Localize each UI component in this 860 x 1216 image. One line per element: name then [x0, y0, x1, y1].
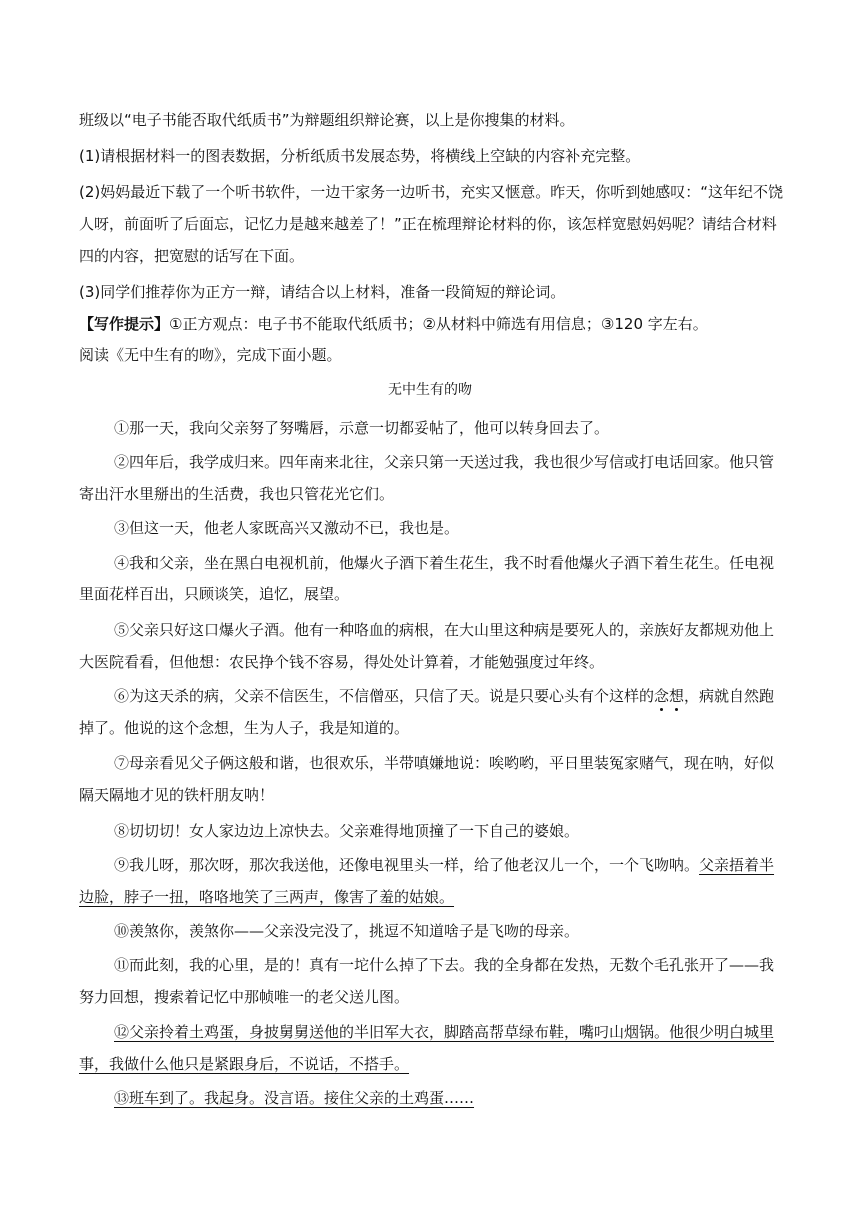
paragraph-6-line-2: 掉了。他说的这个念想，生为人子，我是知道的。: [79, 719, 410, 737]
question-2-line-1: (2)妈妈最近下载了一个听书软件，一边干家务一边听书，充实又惬意。昨天，你听到她感叹：“这年纪不饶: [79, 183, 784, 201]
paragraph-6-text-a: ⑥为这天杀的病，父亲不信医生，不信僧巫，只信了天。说是只要心头有个这样的: [114, 687, 655, 705]
paragraph-4-line-1: ④我和父亲，坐在黑白电视机前，他爆火子酒下着生花生，我不时看他爆火子酒下着生花生。任电视: [114, 554, 775, 572]
writing-hint: [79, 314, 708, 334]
paragraph-13-underlined: ⑬班车到了。我起身。没言语。接住父亲的土鸡蛋……: [114, 1089, 475, 1107]
paragraph-2-line-2: 寄出汗水里掰出的生活费，我也只管花光它们。: [79, 485, 395, 503]
emphasis-dot-char-1: 念: [654, 687, 670, 705]
article-title: 无中生有的吻: [388, 382, 472, 398]
paragraph-11-line-1: ⑪而此刻，我的心里，是的！真有一坨什么掉了下去。我的全身都在发热，无数个毛孔张开了——我: [114, 956, 775, 974]
paragraph-6-text-b: ，病就自然跑: [684, 687, 775, 705]
paragraph-7-line-2: 隔天隔地才见的铁杆朋友呐！: [79, 786, 275, 804]
paragraph-10: ⑩羡煞你，羡煞你——父亲没完没了，挑逗不知道啥子是飞吻的母亲。: [114, 922, 580, 940]
paragraph-12-line-2-underlined: 事，我做什么他只是紧跟身后，不说话，不搭手。: [79, 1055, 410, 1073]
paragraph-9-line-2-underlined: 边脸，脖子一扭，咯咯地笑了三两声，像害了羞的姑娘。: [79, 888, 455, 906]
question-2-line-3: 四的内容，把宽慰的话写在下面。: [79, 247, 305, 265]
question-3: (3)同学们推荐你为正方一辩，请结合以上材料，准备一段简短的辩论词。: [79, 283, 566, 301]
question-2-line-2: 人呀，前面听了后面忘，记忆力是越来越差了！”正在梳理辩论材料的你，该怎样宽慰妈妈呢？请结合材料: [79, 215, 777, 233]
question-1: (1)请根据材料一的图表数据，分析纸质书发展态势，将横线上空缺的内容补充完整。: [79, 147, 641, 165]
paragraph-5-line-1: ⑤父亲只好这口爆火子酒。他有一种咯血的病根，在大山里这种病是要死人的，亲族好友都规劝他上: [114, 621, 775, 639]
writing-hint-label: 【写作提示】: [79, 315, 170, 333]
paragraph-4-line-2: 里面花样百出，只顾谈笑，追忆，展望。: [79, 585, 350, 603]
paragraph-3: ③但这一天，他老人家既高兴又激动不已，我也是。: [114, 519, 460, 537]
paragraph-1: ①那一天，我向父亲努了努嘴唇，示意一切都妥帖了，他可以转身回去了。: [114, 419, 610, 437]
reading-instruction: 阅读《无中生有的吻》，完成下面小题。: [79, 346, 342, 364]
paragraph-6-line-1: [114, 686, 774, 706]
paragraph-8: ⑧切切切！女人家边边上凉快去。父亲难得地顶撞了一下自己的婆娘。: [114, 822, 580, 840]
paragraph-11-line-2: 努力回想，搜索着记忆中那帧唯一的老父送儿图。: [79, 988, 410, 1006]
paragraph-9-text-a: ⑨我儿呀，那次呀，那次我送他，还像电视里头一样，给了他老汉儿一个，一个飞吻呐。: [114, 856, 700, 874]
writing-hint-text: ①正方观点：电子书不能取代纸质书；②从材料中筛选有用信息；③120 字左右。: [169, 315, 708, 333]
paragraph-5-line-2: 大医院看看，但他想：农民挣个钱不容易，得处处计算着，才能勉强度过年终。: [79, 653, 605, 671]
paragraph-2-line-1: ②四年后，我学成归来。四年南来北往，父亲只第一天送过我，我也很少写信或打电话回家。他只管: [114, 453, 775, 471]
paragraph-9-underlined-a: 父亲捂着半: [699, 856, 775, 874]
paragraph-12-line-1-underlined: ⑫父亲拎着土鸡蛋，身披舅舅送他的半旧军大衣，脚踏高帮草绿布鞋，嘴叼山烟锅。他很少明白城里: [114, 1023, 775, 1041]
task-intro: 班级以“电子书能否取代纸质书”为辩题组织辩论赛，以上是你搜集的材料。: [79, 111, 575, 129]
paragraph-7-line-1: ⑦母亲看见父子俩这般和谐，也很欢乐，半带嗔嫌地说：唉哟哟，平日里装冤家赌气，现在呐，好似: [114, 754, 775, 772]
paragraph-9-line-1: [114, 855, 774, 875]
emphasis-dot-char-2: 想: [669, 687, 685, 705]
